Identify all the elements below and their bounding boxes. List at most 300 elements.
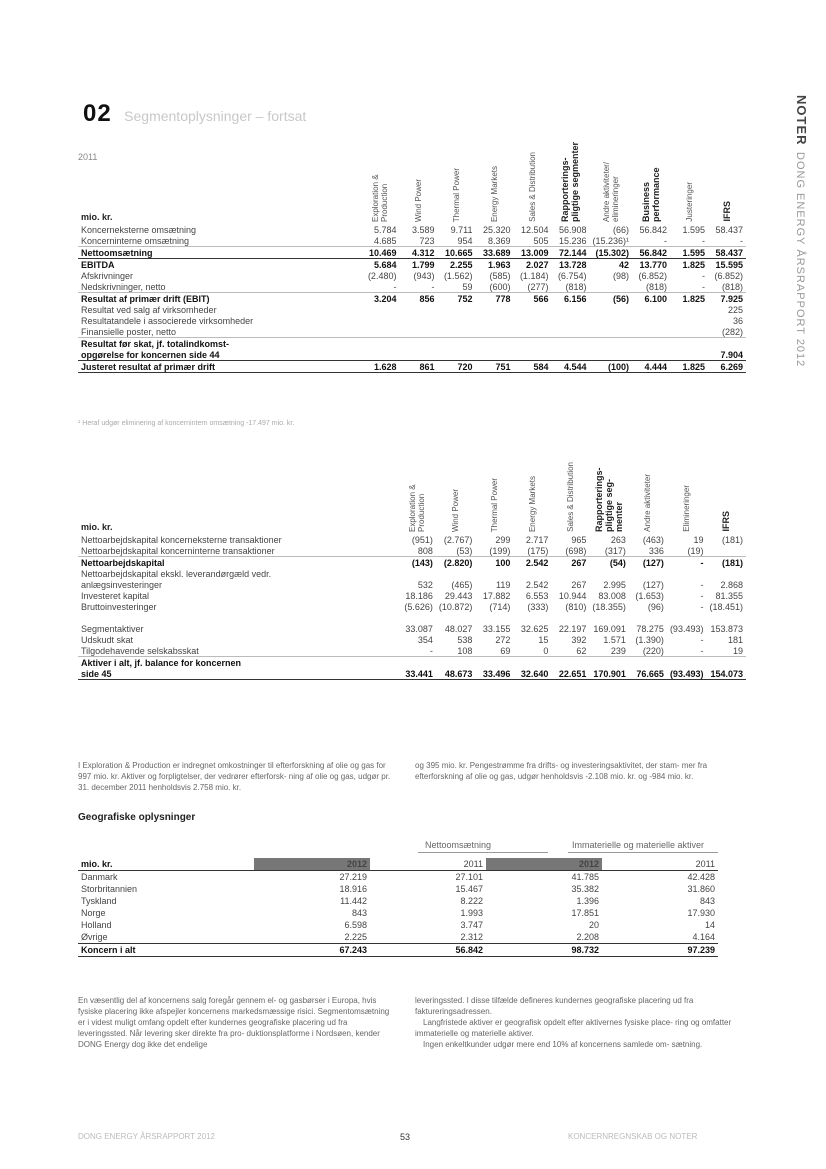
row-label: Investeret kapital: [81, 590, 150, 601]
table-cell: (19): [667, 545, 707, 557]
table-cell: (199): [475, 545, 513, 557]
table-cell: [475, 326, 513, 338]
row-label: anlægsinvesteringer: [81, 579, 163, 590]
table1-col-header: [399, 140, 437, 224]
table-cell: 42.428: [687, 872, 715, 882]
table-cell: 98.732: [486, 944, 602, 957]
table-cell: 25.320: [482, 224, 511, 235]
table-cell: (10.872): [438, 601, 473, 612]
table-cell: 15.595: [715, 259, 743, 270]
row-label: Resultatandele i associerede virksomheder: [81, 315, 254, 326]
table-cell: 17.930: [687, 908, 715, 918]
table-cell: (127): [642, 557, 664, 568]
section-header: [83, 100, 306, 128]
table-cell: 10.944: [558, 590, 587, 601]
table-cell: [437, 304, 475, 315]
table-cell: 19: [693, 534, 704, 545]
table-row: [78, 919, 718, 931]
table-cell: (56): [612, 293, 629, 304]
row-label: Danmark: [81, 872, 118, 882]
table-row: [78, 601, 746, 612]
table-cell: 8.369: [475, 235, 513, 247]
table1-col-header-label: Exploration & Production: [371, 174, 390, 222]
table-cell: [399, 304, 437, 315]
row-label: Øvrige: [78, 931, 254, 944]
table-cell: 20: [588, 920, 599, 930]
table-cell: 267: [571, 557, 587, 568]
table-row: [78, 657, 746, 669]
table-cell: 15.467: [455, 884, 483, 894]
table-cell: [513, 612, 551, 623]
table-cell: 15.236: [551, 235, 589, 247]
table-cell: [589, 281, 632, 293]
table-cell: (127): [642, 579, 664, 590]
footer-right: KONCERNREGNSKAB OG NOTER: [568, 1132, 698, 1141]
table-cell: [475, 349, 513, 361]
table-cell: (18.451): [709, 601, 743, 612]
table2-col-header: [398, 450, 436, 534]
table-cell: 752: [457, 293, 473, 304]
table-row: [78, 645, 746, 657]
table2-col-header-label: Wind Power: [451, 488, 461, 532]
geo-year-header: 2012: [254, 858, 370, 871]
row-label: Koncern i alt: [78, 944, 254, 957]
table-cell: 1.595: [682, 224, 705, 235]
table-cell: 1.963: [487, 259, 511, 270]
table-cell: -: [700, 579, 704, 590]
geo-year-header: 2012: [486, 858, 602, 871]
table-cell: [670, 315, 708, 326]
table-cell: [475, 304, 513, 315]
table-cell: -: [398, 645, 436, 657]
table-cell: 33.155: [482, 623, 511, 634]
table-row: [78, 907, 718, 919]
table1-col-header-label: Justeringer: [684, 182, 694, 222]
table-cell: [361, 349, 399, 361]
table-cell: (2.820): [443, 557, 473, 568]
table1-col-header-label: Business performance: [641, 167, 661, 222]
table-cell: 1.825: [682, 259, 705, 270]
table-cell: [437, 349, 475, 361]
row-label: Koncerninterne omsætning: [78, 235, 361, 247]
table-cell: 18.186: [405, 590, 433, 601]
table-cell: [513, 326, 551, 338]
table-cell: [632, 338, 670, 350]
table-cell: [475, 338, 513, 350]
table-cell: 29.443: [444, 590, 473, 601]
table-cell: (96): [647, 601, 664, 612]
table-cell: (810): [565, 601, 587, 612]
geo-unit: mio. kr.: [78, 858, 254, 871]
table-cell: 538: [457, 634, 473, 645]
table-cell: (818): [551, 281, 589, 293]
table-cell: 59: [437, 281, 475, 293]
table-cell: (333): [527, 601, 549, 612]
table-row: [78, 931, 718, 944]
table-cell: 4.544: [551, 361, 589, 373]
row-label: Holland: [81, 920, 112, 930]
geo-text-right-1: leveringssted. I disse tilfælde defineres kundernes geografiske placering ud fra faktureringsadressen.: [415, 996, 694, 1016]
table-cell: 17.851: [571, 908, 599, 918]
table-cell: (220): [629, 645, 667, 657]
section-title: Segmentoplysninger – fortsat: [124, 108, 307, 124]
geo-title: Geografiske oplysninger: [78, 812, 196, 823]
table-cell: [708, 338, 746, 350]
table2-col-header-label: IFRS: [721, 511, 732, 532]
table1-col-header: [632, 140, 670, 224]
table-cell: 170.901: [589, 668, 629, 680]
table-cell: [513, 304, 551, 315]
table-cell: 856: [419, 293, 435, 304]
geo-year-header: 2011: [602, 858, 718, 871]
table-cell: [436, 612, 476, 623]
table1-col-header: [475, 140, 513, 224]
total-row: [78, 944, 718, 957]
table-cell: [632, 349, 670, 361]
table-cell: 7.925: [720, 293, 743, 304]
table-cell: [706, 612, 746, 623]
table-cell: [437, 326, 475, 338]
table1-unit: mio. kr.: [81, 212, 113, 222]
page-number: 53: [400, 1132, 411, 1142]
table-cell: 954: [437, 235, 475, 247]
table-cell: (66): [612, 224, 629, 235]
table-cell: 56.842: [370, 944, 486, 957]
table-cell: [436, 657, 476, 669]
table-cell: [632, 326, 670, 338]
table2-col-header: [436, 450, 476, 534]
table-cell: (714): [489, 601, 511, 612]
table-cell: [475, 315, 513, 326]
table1-col-header-label: Wind Power: [413, 178, 423, 222]
table-cell: 13.770: [639, 259, 667, 270]
row-label: opgørelse for koncernen side 44: [78, 349, 361, 361]
table-row: [78, 247, 746, 259]
table-cell: (282): [708, 326, 746, 338]
table-row: [78, 895, 718, 907]
table-cell: (143): [411, 557, 433, 568]
table-cell: [670, 338, 708, 350]
table-cell: 2.312: [370, 931, 486, 944]
table-cell: 2.225: [254, 931, 370, 944]
geo-text-right-2: Langfristede aktiver er geografisk opdelt efter aktivernes fysiske place- ring og omfatter immaterielle og materielle aktiver.: [415, 1018, 732, 1038]
table-cell: 2.868: [720, 579, 743, 590]
table-cell: (818): [708, 281, 746, 293]
table-row: [78, 634, 746, 645]
table-cell: (277): [513, 281, 551, 293]
table-cell: 843: [699, 896, 715, 906]
table-cell: 843: [351, 908, 367, 918]
table-cell: (54): [609, 557, 626, 568]
table-row: [78, 338, 746, 350]
geo-table: [78, 858, 718, 957]
table-cell: 56.842: [639, 224, 667, 235]
row-label: Resultat af primær drift (EBIT): [81, 293, 210, 304]
table-cell: 1.825: [670, 361, 708, 373]
row-label: Resultat før skat, jf. totalindkomst-: [81, 338, 230, 349]
table-cell: (943): [413, 270, 435, 281]
table-cell: [589, 349, 632, 361]
table-cell: 751: [475, 361, 513, 373]
table-cell: (15.302): [589, 247, 632, 259]
table-cell: [475, 612, 513, 623]
geo-group-rule-2: [568, 852, 718, 853]
table1-col-header-label: Andre aktiviteter/ elimineringer: [601, 161, 620, 222]
table-cell: 48.673: [436, 668, 476, 680]
table-cell: [551, 304, 589, 315]
table2-col-header: [667, 450, 707, 534]
table-cell: [589, 315, 632, 326]
table1-col-header-label: IFRS: [722, 201, 732, 222]
table-cell: (98): [612, 270, 629, 281]
table-cell: 13.009: [513, 247, 551, 259]
table-cell: [667, 657, 707, 669]
table-cell: 100: [495, 557, 511, 568]
table1-col-header: [670, 140, 708, 224]
table-cell: 808: [398, 545, 436, 557]
table-cell: 35.382: [571, 884, 599, 894]
table-cell: (1.653): [635, 590, 664, 601]
table-row: [78, 871, 718, 884]
table-cell: 22.651: [551, 668, 589, 680]
table-cell: [670, 326, 708, 338]
row-label: Storbritannien: [81, 884, 138, 894]
table2-col-header-label: Sales & Distribution: [565, 462, 575, 532]
table-cell: -: [670, 235, 708, 247]
table-cell: -: [700, 634, 704, 645]
table-row: [78, 326, 746, 338]
table-cell: [513, 338, 551, 350]
table-cell: [399, 349, 437, 361]
table-cell: 2.717: [525, 534, 549, 545]
table-cell: [629, 657, 667, 669]
row-label: Udskudt skat: [81, 634, 134, 645]
table-cell: (18.355): [592, 601, 626, 612]
table-cell: 31.860: [687, 884, 715, 894]
table-cell: [513, 349, 551, 361]
table-cell: [670, 304, 708, 315]
row-label: Norge: [81, 908, 106, 918]
table-cell: (465): [451, 579, 473, 590]
table-cell: 225: [727, 304, 743, 315]
table-cell: 354: [417, 634, 433, 645]
table-cell: 6.553: [525, 590, 549, 601]
geo-group-assets: Immaterielle og materielle aktiver: [572, 840, 705, 850]
geo-group-revenue: Nettoomsætning: [425, 840, 492, 850]
table-cell: 12.504: [520, 224, 549, 235]
paragraph-right: og 395 mio. kr. Pengestrømme fra drifts- og investeringsaktivitet, der stam- mer fra efterforskning af olie og gas, udgør henholdsvis -2.108 mio. kr. og -984 mio. kr.: [415, 761, 708, 781]
table1-col-header: [708, 140, 746, 224]
table-cell: [361, 338, 399, 350]
table-cell: 27.101: [455, 872, 483, 882]
table-cell: -: [708, 235, 746, 247]
table1-col-header: [361, 140, 399, 224]
table-cell: [437, 338, 475, 350]
table-cell: -: [667, 645, 707, 657]
table-cell: 119: [496, 579, 511, 590]
table-cell: [551, 338, 589, 350]
table-cell: [513, 568, 551, 579]
table-cell: 392: [571, 634, 587, 645]
row-label: Nettoarbejdskapital koncerneksterne transaktioner: [81, 534, 282, 545]
geo-text-left: En væsentlig del af koncernens salg foregår gennem el- og gasbørser i Europa, hvis fysiske placering ikke afspejler koncernens markedsmæssige risici. Segmentomsætning er i videst muligt omfang opdelt efter kundernes geografiske placering ud fra leveringssted. Når levering sker direkte fra pro- duktionsplatforme i Nordsøen, kender DONG Energy dog ikke det endelige: [78, 996, 390, 1049]
table-cell: 69: [475, 645, 513, 657]
table-cell: [632, 315, 670, 326]
table-cell: 108: [436, 645, 476, 657]
table-cell: [399, 338, 437, 350]
table-row: [78, 568, 746, 579]
table-cell: 56.842: [632, 247, 670, 259]
table-cell: 4.164: [602, 931, 718, 944]
table-row: [78, 293, 746, 305]
table-cell: [398, 568, 436, 579]
table-cell: [551, 326, 589, 338]
footer-left: DONG ENERGY ÅRSRAPPORT 2012: [78, 1132, 215, 1141]
table-cell: 22.197: [558, 623, 587, 634]
row-label: Tilgodehavende selskabsskat: [78, 645, 398, 657]
table1-year: 2011: [78, 152, 98, 162]
table-cell: -: [700, 557, 704, 568]
table-cell: [513, 657, 551, 669]
table-cell: 5.684: [373, 259, 397, 270]
table2-unit: mio. kr.: [81, 522, 113, 532]
table-cell: 566: [533, 293, 549, 304]
table-cell: 153.873: [710, 623, 743, 634]
table-cell: [667, 612, 707, 623]
table-cell: -: [361, 281, 399, 293]
table-cell: 2.255: [449, 259, 473, 270]
table1-col-header: [513, 140, 551, 224]
table-row: [78, 259, 746, 271]
table-cell: [361, 315, 399, 326]
table-cell: 48.027: [444, 623, 473, 634]
table1-col-header: [551, 140, 589, 224]
geo-year-header: 2011: [370, 858, 486, 871]
table-cell: (951): [411, 534, 433, 545]
table-cell: 154.073: [706, 668, 746, 680]
table-cell: (6.754): [557, 270, 587, 281]
table2-col-header: [551, 450, 589, 534]
table-cell: 33.441: [398, 668, 436, 680]
table2-col-header: [629, 450, 667, 534]
table-cell: 33.689: [475, 247, 513, 259]
table-cell: 1.993: [460, 908, 483, 918]
table-cell: [667, 568, 707, 579]
table-cell: 6.598: [344, 920, 367, 930]
row-label: Tyskland: [81, 896, 117, 906]
table-row: [78, 623, 746, 634]
table-cell: (93.493): [669, 623, 704, 634]
table-cell: 27.219: [339, 872, 367, 882]
table-cell: [551, 612, 589, 623]
table-row: [78, 349, 746, 361]
table2-col-header: [589, 450, 629, 534]
table1-col-header: [437, 140, 475, 224]
table-cell: (818): [632, 281, 670, 293]
table-cell: 3.747: [460, 920, 483, 930]
table-cell: 62: [551, 645, 589, 657]
table-cell: 1.571: [603, 634, 626, 645]
row-label: Nettoomsætning: [78, 247, 361, 259]
table-cell: (2.480): [367, 270, 397, 281]
sidebar-tab: [794, 95, 816, 367]
table-cell: [670, 349, 708, 361]
table-cell: 58.437: [708, 247, 746, 259]
table-cell: (6.852): [714, 270, 743, 281]
table-cell: 778: [495, 293, 511, 304]
table-cell: (53): [436, 545, 476, 557]
table-cell: [589, 612, 629, 623]
table1-footnote: ¹ Heraf udgør eliminering af koncernintern omsætning -17.497 mio. kr.: [78, 420, 295, 427]
table2-col-header: [475, 450, 513, 534]
segment-table-2011: [78, 140, 746, 373]
table-cell: 11.442: [340, 896, 367, 906]
table-cell: [551, 568, 589, 579]
table-cell: (175): [513, 545, 551, 557]
table-cell: -: [399, 281, 437, 293]
table-cell: 336: [629, 545, 667, 557]
row-label: EBITDA: [81, 259, 115, 270]
table-cell: 3.204: [373, 293, 397, 304]
table-cell: -: [700, 590, 704, 601]
table-cell: [589, 304, 632, 315]
table-cell: 78.275: [636, 623, 664, 634]
table-cell: 4.685: [361, 235, 399, 247]
table-cell: [589, 338, 632, 350]
table1-col-header-label: Sales & Distribution: [527, 152, 537, 222]
table-cell: (585): [489, 270, 511, 281]
row-label: Aktiver i alt, jf. balance for koncernen: [81, 657, 242, 668]
table-cell: (463): [642, 534, 664, 545]
table-row: [78, 579, 746, 590]
table-cell: 532: [417, 579, 433, 590]
table-cell: 0: [513, 645, 551, 657]
table-cell: 83.008: [598, 590, 626, 601]
table2-col-header-label: Energy Markets: [527, 475, 537, 532]
table2-col-header-label: Exploration & Production: [407, 484, 426, 532]
row-label: Segmentaktiver: [81, 623, 144, 634]
table-cell: [589, 657, 629, 669]
row-label: Nettoarbejdskapital: [81, 557, 165, 568]
table-row: [78, 668, 746, 680]
table-cell: 42: [618, 259, 629, 270]
geo-text-right-3: Ingen enkeltkunder udgør mere end 10% af koncernens samlede om- sætning.: [423, 1040, 703, 1049]
table-cell: [361, 304, 399, 315]
table-cell: 41.785: [571, 872, 599, 882]
row-label: Nedskrivninger, netto: [78, 281, 361, 293]
table-cell: [706, 568, 746, 579]
table-cell: 8.222: [460, 896, 483, 906]
table-cell: [551, 349, 589, 361]
table-cell: 263: [610, 534, 626, 545]
table-row: [78, 557, 746, 569]
table-cell: 6.100: [644, 293, 667, 304]
table-cell: 67.243: [254, 944, 370, 957]
table-cell: (6.852): [638, 270, 667, 281]
table-cell: 965: [571, 534, 587, 545]
table-cell: 32.625: [520, 623, 549, 634]
table-cell: [399, 315, 437, 326]
table-cell: 4.444: [632, 361, 670, 373]
table-cell: -: [632, 235, 670, 247]
table-cell: 33.496: [475, 668, 513, 680]
table-row: [78, 545, 746, 557]
table-cell: [398, 657, 436, 669]
table1-col-header-label: Thermal Power: [451, 167, 461, 222]
table2-col-header-label: Thermal Power: [489, 477, 499, 532]
table-cell: [399, 326, 437, 338]
geo-text-right: [415, 995, 735, 1050]
